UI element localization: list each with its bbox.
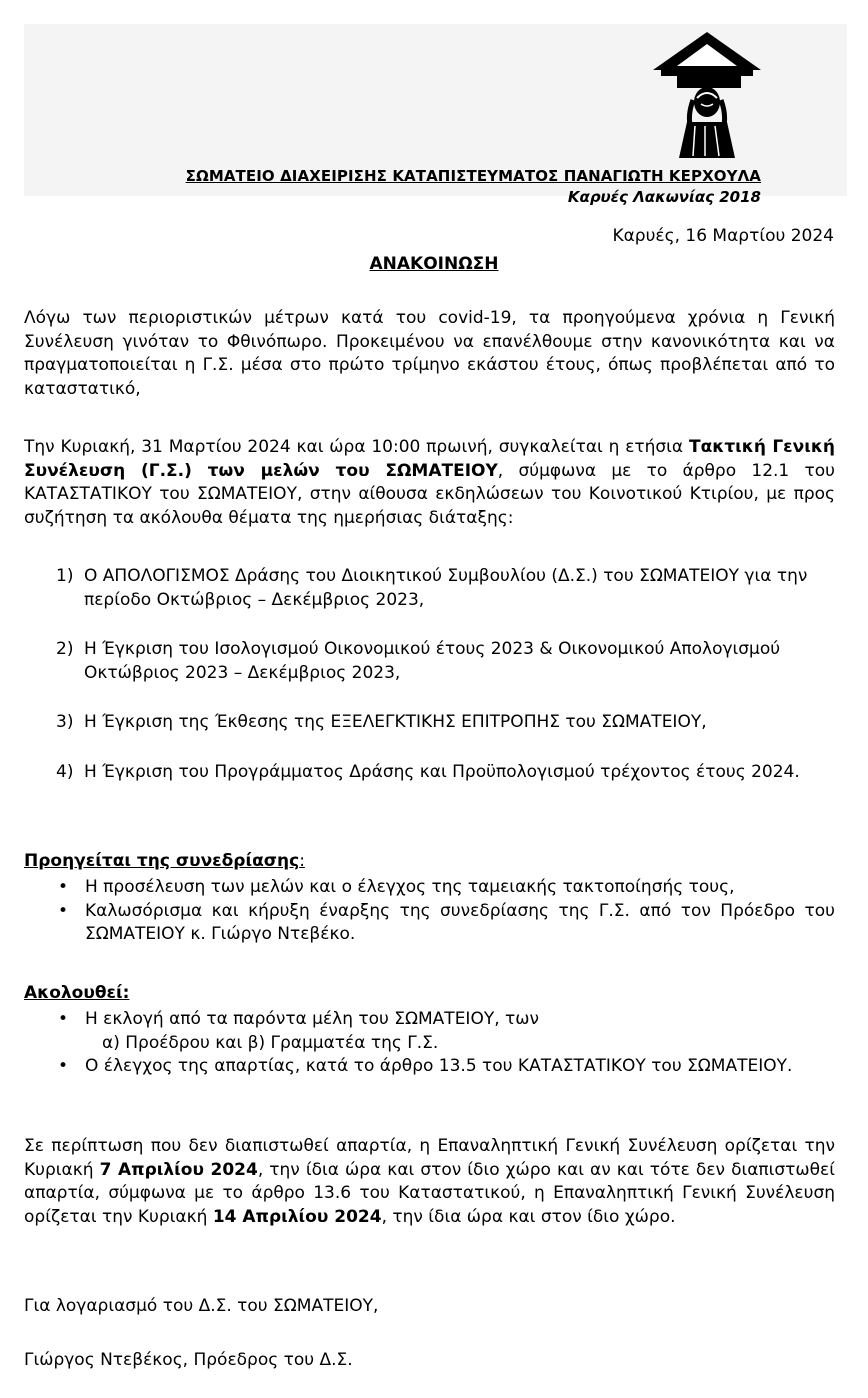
list-item	[56, 1008, 835, 1055]
quorum-paragraph	[24, 1135, 835, 1229]
list-item-text: Η εκλογή από τα παρόντα μέλη του ΣΩΜΑΤΕΙΟΥ, των	[85, 1009, 539, 1029]
agenda-item	[56, 638, 835, 685]
signature-line: Γιώργος Ντεβέκος, Πρόεδρος του Δ.Σ.	[24, 1350, 353, 1370]
precedes-list	[56, 876, 835, 947]
agenda-text: Η Έγκριση της Έκθεσης της ΕΞΕΛΕΓΚΤΙΚΗΣ ΕΠΙΤΡΟΠΗΣ του ΣΩΜΑΤΕΙΟΥ,	[84, 712, 707, 732]
list-item	[56, 1055, 835, 1079]
convocation-bold: Τακτική Γενική Συνέλευση (Γ.Σ.) των μελών του ΣΩΜΑΤΕΙΟΥ	[24, 437, 835, 481]
precedes-heading-text: Προηγείται της συνεδρίασης	[24, 851, 300, 871]
convocation-text-2: , σύμφωνα με το άρθρο 12.1 του ΚΑΤΑΣΤΑΤΙΚΟΥ του ΣΩΜΑΤΕΙΟΥ, στην αίθουσα εκδηλώσεων του Κοινοτικού Κτιρίου, με προς συζήτηση τα ακόλουθα θέματα της ημερήσιας διάταξης:	[24, 460, 835, 528]
page-title: ΑΝΑΚΟΙΝΩΣΗ	[369, 254, 499, 274]
bullet-icon: •	[58, 1009, 69, 1029]
list-item-text: Ο έλεγχος της απαρτίας, κατά το άρθρο 13.5 του ΚΑΤΑΣΤΑΤΙΚΟΥ του ΣΩΜΑΤΕΙΟΥ.	[85, 1056, 793, 1076]
list-item-text: Καλωσόρισμα και κήρυξη έναρξης της συνεδρίασης της Γ.Σ. από τον Πρόεδρο του ΣΩΜΑΤΕΙΟΥ κ. Γιώργο Ντεβέκο.	[85, 900, 835, 944]
quorum-date-2: 14 Απριλίου 2024	[212, 1206, 382, 1227]
bullet-icon: •	[58, 877, 69, 897]
agenda-item	[56, 761, 835, 785]
agenda-text: Η Έγκριση του Ισολογισμού Οικονομικού έτους 2023 & Οικονομικού Απολογισμού Οκτώβριος 2023 – Δεκέμβριος 2023,	[84, 639, 781, 683]
list-item-subtext: α) Προέδρου και β) Γραμματέα της Γ.Σ.	[102, 1032, 439, 1053]
bullet-icon: •	[58, 900, 69, 921]
closing-line: Για λογαριασμό του Δ.Σ. του ΣΩΜΑΤΕΙΟΥ,	[24, 1296, 379, 1316]
list-item-text: Η προσέλευση των μελών και ο έλεγχος της ταμειακής τακτοποίησής τους,	[85, 877, 735, 897]
quorum-date-1: 7 Απριλίου 2024	[99, 1159, 258, 1180]
agenda-number: 3)	[56, 712, 74, 732]
quorum-text-3: , την ίδια ώρα και στον ίδιο χώρο.	[381, 1206, 676, 1227]
list-item	[56, 876, 835, 900]
precedes-heading-colon: :	[299, 851, 305, 871]
agenda-text: Η Έγκριση του Προγράμματος Δράσης και Προϋπολογισμού τρέχοντος έτους 2024.	[84, 761, 800, 782]
follows-heading: Ακολουθεί:	[24, 983, 130, 1003]
organization-subtitle: Καρυές Λακωνίας 2018	[567, 188, 761, 206]
bullet-icon: •	[58, 1056, 69, 1076]
precedes-heading	[24, 851, 305, 871]
convocation-paragraph	[24, 436, 835, 530]
agenda-number: 1)	[56, 566, 74, 586]
letterhead	[24, 24, 847, 206]
convocation-text-1: Την Κυριακή, 31 Μαρτίου 2024 και ώρα 10:00 πρωινή, συγκαλείται η ετήσια	[24, 437, 689, 457]
date-line: Καρυές, 16 Μαρτίου 2024	[612, 226, 834, 246]
organization-name: ΣΩΜΑΤΕΙΟ ΔΙΑΧΕΙΡΙΣΗΣ ΚΑΤΑΠΙΣΤΕΥΜΑΤΟΣ ΠΑΝΑΓΙΩΤΗ ΚΕΡΧΟΥΛΑ	[185, 167, 761, 185]
caryatid-column-logo-icon	[647, 30, 767, 158]
agenda-list	[56, 565, 835, 810]
list-item	[56, 900, 835, 947]
intro-paragraph: Λόγω των περιοριστικών μέτρων κατά του covid-19, τα προηγούμενα χρόνια η Γενική Συνέλευση γινόταν το Φθινόπωρο. Προκειμένου να επανέλθουμε στην κανονικότητα και να πραγματοποιείται η Γ.Σ. μέσα στο πρώτο τρίμηνο εκάστου έτους, όπως προβλέπεται από το καταστατικό,	[24, 308, 835, 399]
follows-list	[56, 1008, 835, 1079]
agenda-item	[56, 565, 835, 612]
agenda-number: 2)	[56, 639, 74, 659]
quorum-text-2: , την ίδια ώρα και στον ίδιο χώρο και αν και τότε δεν διαπιστωθεί απαρτία, σύμφωνα με το άρθρο 13.6 του Καταστατικού, η Επαναληπτική Γενική Συνέλευση ορίζεται την Κυριακή	[24, 1159, 835, 1227]
agenda-text: Ο ΑΠΟΛΟΓΙΣΜΟΣ Δράσης του Διοικητικού Συμβουλίου (Δ.Σ.) του ΣΩΜΑΤΕΙΟΥ για την περίοδο Οκτώβριος – Δεκέμβριος 2023,	[84, 566, 808, 610]
agenda-number: 4)	[56, 761, 74, 782]
agenda-item	[56, 711, 835, 735]
quorum-text-1: Σε περίπτωση που δεν διαπιστωθεί απαρτία, η Επαναληπτική Γενική Συνέλευση ορίζεται την Κυριακή	[24, 1136, 835, 1180]
